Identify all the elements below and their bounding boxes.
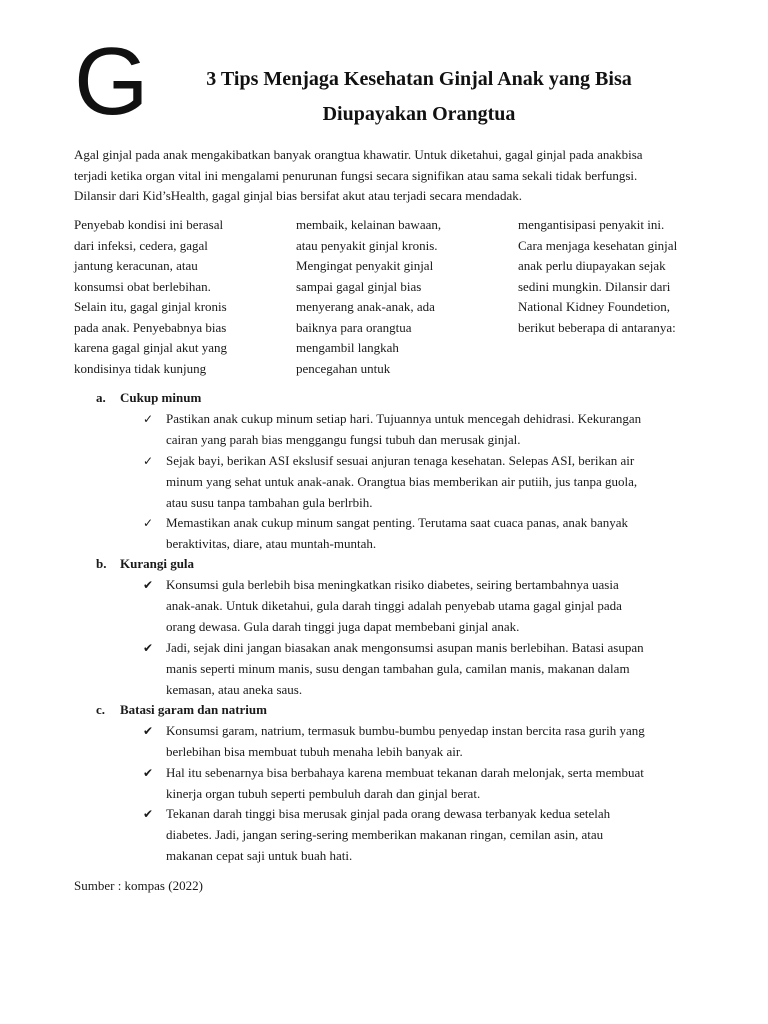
checkmark-icon: ✓ [143,516,154,530]
list-item-line: berlebihan bisa membuat tubuh menaha lebih banyak air. [166,743,463,759]
column-line: Cara menjaga kesehatan ginjal [518,237,678,253]
intro-line: Dilansir dari Kid’sHealth, gagal ginjal bias bersifat akut atau terjadi secara mendadak. [74,188,522,203]
text-column-1 [74,215,227,379]
checkmark-icon: ✔ [143,578,154,592]
list-item-text [166,721,645,763]
text-column-2 [296,215,441,379]
checkmark-icon: ✔ [143,724,154,738]
checkmark-icon: ✓ [143,412,154,426]
column-line: kondisinya tidak kunjung [74,360,207,376]
list-item-line: anak-anak. Untuk diketahui, gula darah tinggi adalah penyebab utama gagal ginjal pada [166,597,622,613]
title-line-2: Diupayakan Orangtua [322,103,516,125]
column-line: mengambil langkah [296,340,399,355]
column-line: mengantisipasi penyakit ini. [518,217,665,232]
column-line: jantung keracunan, atau [74,258,198,273]
section-title: Cukup minum [120,390,202,405]
list-item-text [166,763,644,805]
list-item-text [166,804,610,866]
column-line: Selain itu, gagal ginjal kronis [74,299,227,314]
source-citation: Sumber : kompas (2022) [74,878,203,893]
column-line: sedini mungkin. Dilansir dari [518,278,671,294]
section-letter: b. [96,556,107,571]
list-item-line: kinerja organ tubuh seperti pembuluh darah dan ginjal berat. [166,785,481,801]
column-line: atau penyakit ginjal kronis. [296,237,438,253]
column-line: Penyebab kondisi ini berasal [74,217,224,232]
list-item-line: beraktivitas, diare, atau muntah-muntah. [166,535,377,551]
title-line-1: 3 Tips Menjaga Kesehatan Ginjal Anak yang Bisa [206,68,632,90]
list-item-text [166,409,641,451]
section-title: Kurangi gula [120,556,195,571]
list-item-line: Sejak bayi, berikan ASI ekslusif sesuai anjuran tenaga kesehatan. Selepas ASI, berikan air [166,453,635,468]
column-line: anak perlu diupayakan sejak [518,258,666,273]
text-column-3 [518,215,677,338]
list-item-line: manis seperti minum manis, susu dengan tambahan gula, camilan manis, makanan dalam [166,660,630,676]
checkmark-icon: ✔ [143,641,154,655]
list-item-line: diabetes. Jadi, jangan sering-sering memberikan makanan ringan, cemilan asin, atau [166,826,604,842]
list-item-line: orang dewasa. Gula darah tinggi juga dapat membebani ginjal anak. [166,618,520,634]
list-item-line: makanan cepat saji untuk buah hati. [166,847,353,863]
column-line: baiknya para orangtua [296,319,412,335]
section-letter: a. [96,390,106,405]
drop-cap-letter: G [74,28,149,135]
column-line: membaik, kelainan bawaan, [296,217,442,232]
intro-line: terjadi ketika organ vital ini mengalami penurunan fungsi secara signifikan atau sama sekali tidak berfungsi. [74,167,638,183]
list-item-line: Tekanan darah tinggi bisa merusak ginjal pada orang dewasa terbanyak kedua setelah [166,806,611,821]
section-heading-a [96,388,201,409]
column-line: karena gagal ginjal akut yang [74,340,228,355]
list-item-line: kemasan, atau aneka saus. [166,681,303,697]
column-line: konsumsi obat berlebihan. [74,278,211,294]
column-line: pencegahan untuk [296,360,391,376]
list-item-line: Jadi, sejak dini jangan biasakan anak mengonsumsi asupan manis berlebihan. Batasi asupan [166,640,644,655]
column-line: berikut beberapa di antaranya: [518,319,676,335]
list-item-line: cairan yang parah bias menggangu fungsi tubuh dan merusak ginjal. [166,431,521,447]
column-line: Mengingat penyakit ginjal [296,258,434,273]
article-title [138,62,700,132]
intro-paragraph [74,145,696,207]
list-item-line: Konsumsi gula berlebih bisa meningkatkan risiko diabetes, seiring bertambahnya uasia [166,577,619,592]
list-item-line: Hal itu sebenarnya bisa berbahaya karena membuat tekanan darah melonjak, serta membuat [166,765,644,780]
intro-line: Agal ginjal pada anak mengakibatkan banyak orangtua khawatir. Untuk diketahui, gagal ginjal pada anakbisa [74,147,643,162]
column-line: dari infeksi, cedera, gagal [74,237,208,253]
section-letter: c. [96,702,106,717]
section-heading-b [96,554,194,575]
list-item-line: Pastikan anak cukup minum setiap hari. Tujuannya untuk mencegah dehidrasi. Kekurangan [166,411,642,426]
column-line: National Kidney Foundetion, [518,299,671,314]
checkmark-icon: ✓ [143,454,154,468]
section-title: Batasi garam dan natrium [120,702,267,717]
list-item-line: minum yang sehat untuk anak-anak. Orangtua bias memberikan air putiih, jus tanpa guola, [166,473,638,489]
column-line: menyerang anak-anak, ada [296,299,435,314]
list-item-text [166,575,622,637]
column-line: pada anak. Penyebabnya bias [74,319,227,335]
list-item-text [166,451,637,513]
list-item-text [166,513,628,555]
list-item-line: Memastikan anak cukup minum sangat penting. Terutama saat cuaca panas, anak banyak [166,515,628,530]
checkmark-icon: ✔ [143,807,154,821]
list-item-text [166,638,644,700]
column-line: sampai gagal ginjal bias [296,278,422,294]
checkmark-icon: ✔ [143,766,154,780]
section-heading-c [96,700,267,721]
list-item-line: Konsumsi garam, natrium, termasuk bumbu-bumbu penyedap instan bercita rasa gurih yang [166,723,645,738]
list-item-line: atau susu tanpa tambahan gula berlrbih. [166,494,373,510]
